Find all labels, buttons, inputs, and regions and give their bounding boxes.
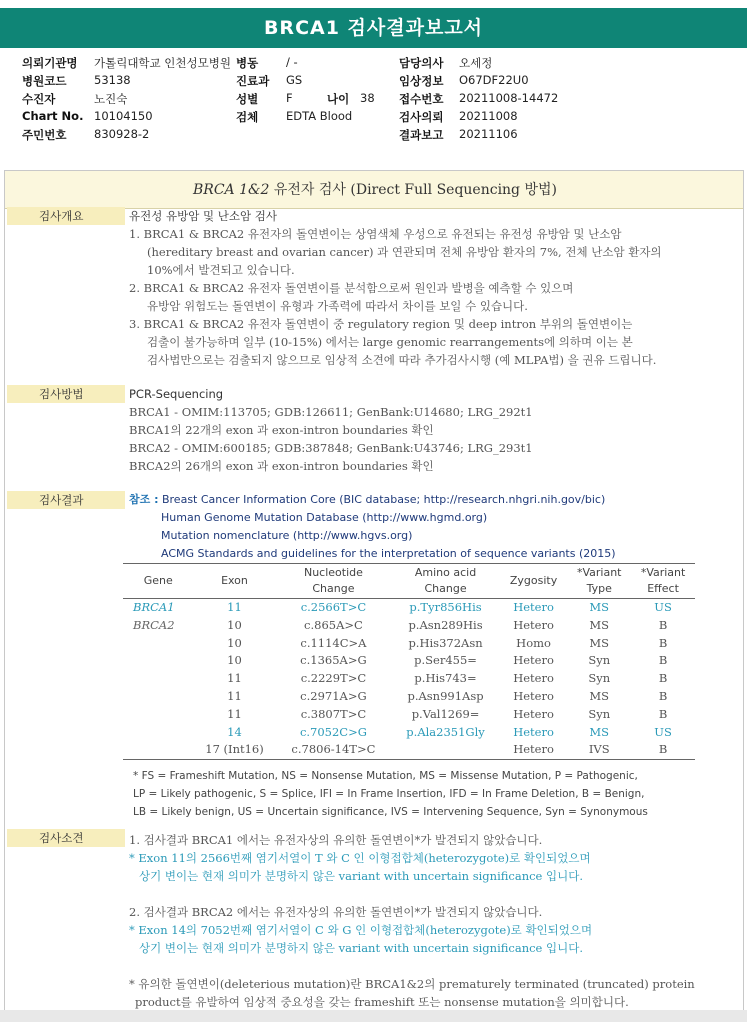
clinical-info-label: 임상정보: [399, 74, 444, 88]
variant-type-header-line-2: Type: [586, 582, 612, 595]
variant-type-cell: Syn: [588, 706, 611, 721]
header-info: [22, 55, 732, 145]
amino-acid-cell: p.His743=: [414, 671, 477, 686]
department-label: 진료과: [236, 74, 270, 88]
zygosity-cell: Hetero: [513, 653, 554, 668]
referring-institution-value: 가톨릭대학교 인천성모병원: [94, 56, 231, 70]
variant-effect-cell: US: [654, 600, 672, 614]
exon-cell: 10: [227, 653, 242, 668]
overview-line: 3. BRCA1 & BRCA2 유전자 돌연변이 중 regulatory region 및 deep intron 부위의 돌연변이는: [129, 317, 633, 331]
finding-spacer: [129, 957, 695, 975]
report-date-value: 20211106: [459, 127, 518, 141]
request-date-value: 20211008: [459, 109, 518, 123]
variant-table-header: [123, 564, 695, 599]
gene-cell: [123, 688, 193, 706]
footnote-line: * FS = Frameshift Mutation, NS = Nonsense Mutation, MS = Missense Mutation, P = Pathogenic,: [133, 770, 638, 782]
referring-institution-label: 의뢰기관명: [22, 56, 78, 70]
report-heading-text: 유전자 검사 (Direct Full Sequencing 방법): [269, 182, 557, 198]
amino-header-line-2: Change: [424, 582, 467, 595]
gene-cell: [123, 635, 193, 653]
variant-effect-cell: B: [631, 741, 695, 759]
nucleotide-cell: c.865A>C: [304, 617, 363, 632]
bottom-strip: [0, 1010, 747, 1022]
age-label: 나이: [327, 92, 350, 106]
chart-number-label: Chart No.: [22, 109, 84, 123]
variant-row: [123, 670, 695, 688]
exon-header: Exon: [193, 564, 275, 599]
variant-row: [123, 688, 695, 706]
nucleotide-cell: c.7806-14T>C: [276, 741, 392, 759]
amino-acid-cell: p.Asn991Asp: [407, 688, 484, 703]
overview-title: 유전성 유방암 및 난소암 검사: [129, 209, 277, 223]
gene-cell: BRCA1: [133, 600, 175, 614]
physician-label: 담당의사: [399, 56, 444, 70]
overview-line: 검출이 불가능하며 일부 (10-15%) 에서는 large genomic rearrangements에 의하며 이는 본: [147, 335, 633, 349]
header-row-3: [22, 91, 732, 109]
request-date-label: 검사의뢰: [399, 110, 444, 124]
nucleotide-cell: c.2229T>C: [300, 671, 367, 686]
nucleotide-cell: c.7052C>G: [299, 724, 367, 739]
variant-effect-cell: B: [658, 688, 668, 703]
physician-value: 오세정: [459, 56, 493, 70]
header-row-2: [22, 73, 732, 91]
footnote-line: LP = Likely pathogenic, S = Splice, IFI = In Frame Insertion, IFD = In Frame Deletion, B = Benign,: [133, 788, 645, 800]
gene-cell: BRCA2: [133, 617, 175, 632]
finding-spacer: [129, 885, 695, 903]
finding-line: 2. 검사결과 BRCA2 에서는 유전자상의 유의한 돌연변이*가 발견되지 않았습니다.: [129, 905, 543, 919]
variant-row: [123, 652, 695, 670]
variant-type-cell: IVS: [567, 741, 631, 759]
variant-effect-header-line-1: *Variant: [640, 566, 686, 579]
exon-cell: 10: [227, 635, 242, 650]
variant-effect-cell: B: [658, 635, 668, 650]
exon-cell: 11: [227, 600, 242, 614]
variant-type-cell: Syn: [588, 653, 611, 668]
exon-cell: 14: [227, 724, 242, 739]
patient-value: 노진숙: [94, 92, 128, 106]
nucleotide-cell: c.1365A>G: [300, 653, 367, 668]
reference-prefix: 참조 :: [129, 493, 159, 506]
exon-cell: 10: [227, 617, 242, 632]
sex-value: F: [286, 91, 293, 105]
clinical-info-value: O67DF22U0: [459, 73, 529, 87]
gene-cell: [123, 724, 193, 742]
variant-type-header: [567, 564, 631, 599]
header-row-5: [22, 127, 732, 145]
amino-acid-cell: p.Val1269=: [411, 706, 480, 721]
finding-line: * Exon 14의 7052번째 염기서열이 C 와 G 인 이형접합체(heterozygote)로 확인되었으며: [129, 923, 593, 937]
reference-item: Human Genome Mutation Database (http://www.hgmd.org): [161, 511, 488, 524]
specimen-label: 검체: [236, 110, 259, 124]
variant-effect-header-line-2: Effect: [647, 582, 679, 595]
method-label: 검사방법: [7, 385, 125, 403]
variant-row: [123, 617, 695, 635]
amino-acid-cell: p.Asn289His: [408, 617, 483, 632]
variant-type-cell: MS: [589, 617, 610, 632]
zygosity-cell: Hetero: [513, 724, 554, 739]
zygosity-cell: Hetero: [513, 688, 554, 703]
variant-type-cell: MS: [589, 724, 610, 739]
report-heading-genes: BRCA 1&2: [193, 182, 270, 198]
ward-value: / -: [286, 55, 298, 69]
patient-label: 수진자: [22, 92, 56, 106]
header-row-4: [22, 109, 732, 127]
amino-acid-cell: p.Ala2351Gly: [406, 724, 485, 739]
report-heading: [5, 171, 744, 209]
report-body: [4, 170, 744, 1020]
variant-type-cell: MS: [589, 688, 610, 703]
method-section: [129, 385, 533, 475]
exon-cell: 11: [227, 688, 242, 703]
reference-item: Mutation nomenclature (http://www.hgvs.org): [161, 529, 413, 542]
overview-line: 검사법만으로는 검출되지 않으므로 임상적 소견에 따라 추가검사시행 (예 MLPA법) 을 권유 드립니다.: [147, 353, 657, 367]
method-line: BRCA2의 26개의 exon 과 exon-intron boundaries 확인: [129, 459, 434, 473]
variant-type-header-line-1: *Variant: [576, 566, 622, 579]
abbreviation-footnote: [133, 767, 713, 821]
result-label: 검사결과: [7, 491, 125, 509]
variant-row: [123, 724, 695, 742]
resident-number-value: 830928-2: [94, 127, 150, 141]
references-section: [129, 491, 616, 563]
report-title: BRCA1 검사결과보고서: [0, 8, 747, 48]
method-line: BRCA2 - OMIM:600185; GDB:387848; GenBank:U43746; LRG_293t1: [129, 441, 533, 455]
amino-acid-cell: [391, 741, 499, 759]
variant-rows: [123, 599, 695, 760]
overview-line: 2. BRCA1 & BRCA2 유전자 돌연변이를 분석함으로써 원인과 발병을 예측할 수 있으며: [129, 281, 574, 295]
exon-cell: 11: [227, 671, 242, 686]
finding-line: product를 유발하여 임상적 중요성을 갖는 frameshift 또는 nonsense mutation을 의미합니다.: [135, 995, 629, 1009]
finding-line: 상기 변이는 현재 의미가 분명하지 않은 variant with uncertain significance 입니다.: [139, 941, 584, 955]
method-line: BRCA1의 22개의 exon 과 exon-intron boundaries 확인: [129, 423, 434, 437]
header-row-1: [22, 55, 732, 73]
variant-type-cell: MS: [589, 635, 610, 650]
gene-cell: [123, 706, 193, 724]
hospital-code-value: 53138: [94, 73, 131, 87]
findings-label: 검사소견: [7, 829, 125, 847]
overview-line: 유방암 위험도는 돌연변이 유형과 가족력에 따라서 차이를 보일 수 있습니다.: [147, 299, 528, 313]
finding-line: * Exon 11의 2566번째 염기서열이 T 와 C 인 이형접합체(heterozygote)로 확인되었으며: [129, 851, 591, 865]
variant-effect-cell: B: [658, 617, 668, 632]
zygosity-header: Zygosity: [500, 564, 568, 599]
reference-item: Breast Cancer Information Core (BIC database; http://research.nhgri.nih.gov/bic): [161, 493, 606, 506]
hospital-code-label: 병원코드: [22, 74, 67, 88]
nucleotide-cell: c.1114C>A: [300, 635, 367, 650]
nucleotide-cell: c.3807T>C: [300, 706, 367, 721]
finding-line: 1. 검사결과 BRCA1 에서는 유전자상의 유의한 돌연변이*가 발견되지 않았습니다.: [129, 833, 543, 847]
zygosity-cell: Hetero: [513, 706, 554, 721]
accession-number-label: 접수번호: [399, 92, 444, 106]
findings-section: [129, 831, 695, 1011]
gene-cell: [123, 741, 193, 759]
variant-type-cell: Syn: [588, 671, 611, 686]
department-value: GS: [286, 73, 303, 87]
overview-line: 10%에서 발견되고 있습니다.: [147, 263, 295, 277]
method-line: BRCA1 - OMIM:113705; GDB:126611; GenBank:U14680; LRG_292t1: [129, 405, 533, 419]
sex-label: 성별: [236, 92, 259, 106]
resident-number-label: 주민번호: [22, 128, 67, 142]
reference-item: ACMG Standards and guidelines for the interpretation of sequence variants (2015): [161, 547, 616, 560]
nucleotide-header-line-1: Nucleotide: [303, 566, 363, 579]
nucleotide-header: [276, 564, 392, 599]
gene-cell: [123, 652, 193, 670]
variant-table: [123, 563, 695, 760]
exon-cell: 11: [227, 706, 242, 721]
amino-acid-cell: p.His372Asn: [408, 635, 483, 650]
zygosity-cell: Hetero: [500, 741, 568, 759]
overview-label: 검사개요: [7, 207, 125, 225]
zygosity-cell: Hetero: [513, 600, 554, 614]
variant-effect-cell: B: [658, 706, 668, 721]
variant-effect-cell: B: [658, 653, 668, 668]
variant-row: [123, 635, 695, 653]
chart-number-value: 10104150: [94, 109, 153, 123]
accession-number-value: 20211008-14472: [459, 91, 559, 105]
report-date-label: 결과보고: [399, 128, 444, 142]
nucleotide-cell: c.2566T>C: [300, 600, 367, 614]
variant-row: [123, 599, 695, 617]
ward-label: 병동: [236, 56, 259, 70]
variant-type-cell: MS: [589, 600, 610, 614]
variant-row: [123, 741, 695, 759]
age-value: 38: [360, 91, 375, 105]
footnote-line: LB = Likely benign, US = Uncertain significance, IVS = Intervening Sequence, Syn = Synonymous: [133, 806, 648, 818]
variant-row: [123, 706, 695, 724]
amino-acid-cell: p.Ser455=: [414, 653, 477, 668]
finding-line: * 유의한 돌연변이(deleterious mutation)란 BRCA1&2의 prematurely terminated (truncated) protein: [129, 977, 695, 991]
specimen-value: EDTA Blood: [286, 109, 353, 123]
exon-cell: 17 (Int16): [193, 741, 275, 759]
method-line: PCR-Sequencing: [129, 387, 224, 401]
zygosity-cell: Hetero: [513, 617, 554, 632]
amino-header: [391, 564, 499, 599]
nucleotide-cell: c.2971A>G: [300, 688, 367, 703]
amino-acid-cell: p.Tyr856His: [409, 600, 482, 614]
overview-section: [129, 207, 662, 369]
variant-effect-cell: B: [658, 671, 668, 686]
gene-cell: [123, 670, 193, 688]
finding-line: 상기 변이는 현재 의미가 분명하지 않은 variant with uncertain significance 입니다.: [139, 869, 584, 883]
zygosity-cell: Homo: [516, 635, 551, 650]
overview-line: (hereditary breast and ovarian cancer) 과 연관되며 전체 유방암 환자의 7%, 전체 난소암 환자의: [147, 245, 662, 259]
zygosity-cell: Hetero: [513, 671, 554, 686]
overview-line: 1. BRCA1 & BRCA2 유전자의 돌연변이는 상염색체 우성으로 유전되는 유전성 유방암 및 난소암: [129, 227, 622, 241]
variant-effect-header: [631, 564, 695, 599]
amino-header-line-1: Amino acid: [414, 566, 477, 579]
gene-header: Gene: [123, 564, 193, 599]
variant-effect-cell: US: [654, 724, 672, 739]
nucleotide-header-line-2: Change: [312, 582, 355, 595]
